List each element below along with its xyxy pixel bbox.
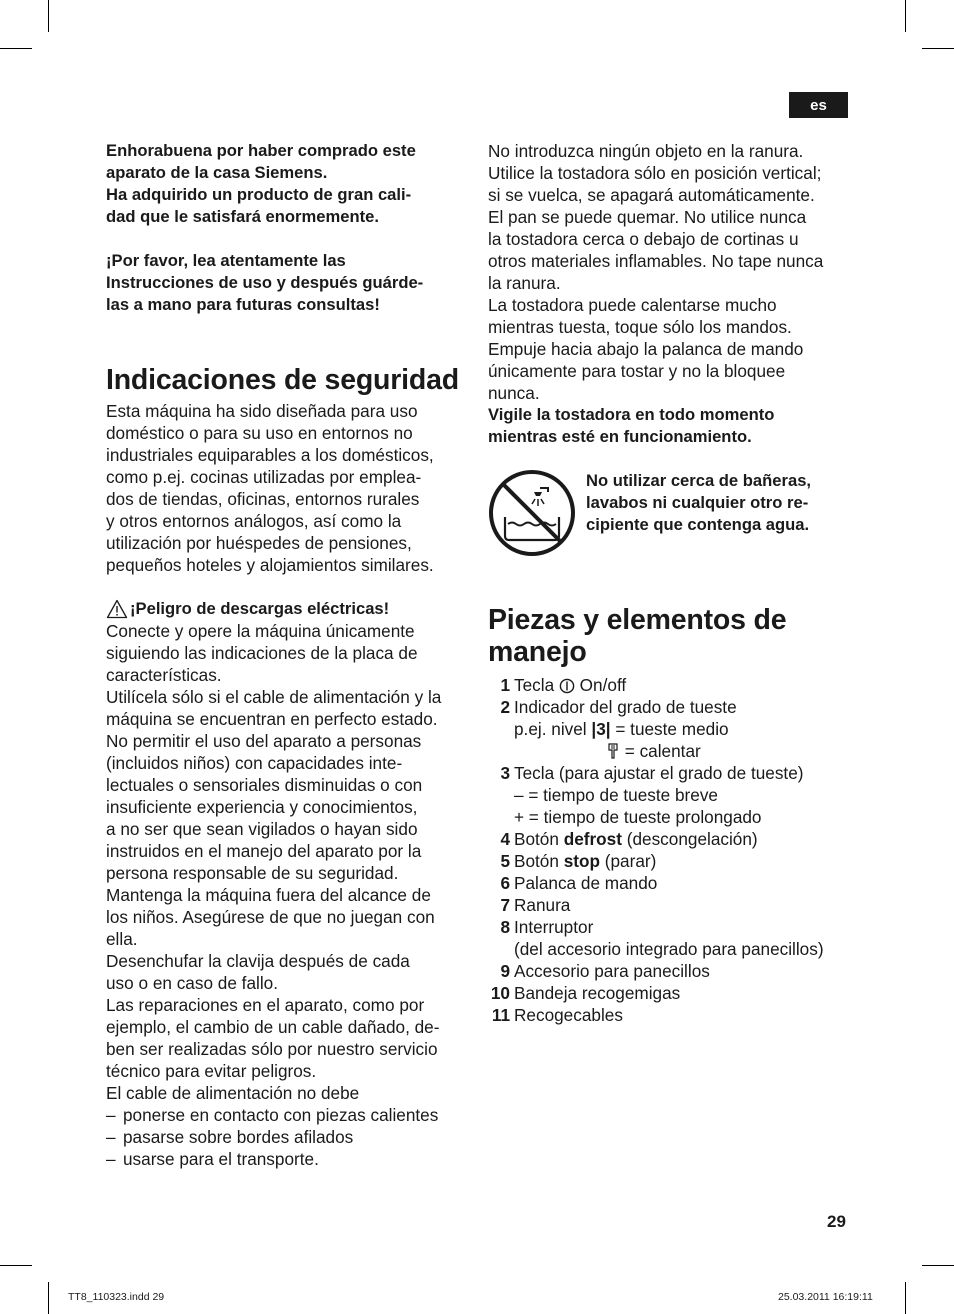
parts-line: Tecla (para ajustar el grado de tueste) xyxy=(514,763,804,783)
dash-bullet: – xyxy=(106,1127,116,1147)
parts-text xyxy=(514,828,850,850)
parts-number: 5 xyxy=(500,851,510,871)
list-item-text: pasarse sobre bordes afilados xyxy=(123,1127,354,1147)
intro-read-instructions: ¡Por favor, lea atentamente las Instrucciones de uso y después guárde- las a mano para futuras consultas! xyxy=(106,251,424,314)
safety-instructions: Conecte y opere la máquina únicamente siguiendo las indicaciones de la placa de características. Utilícela sólo si el cable de alimentación y la máquina se encuentran en perfecto estado. No permitir el uso del aparato a personas (incluidos niños) con capacidades inte- lectuales o sensoriales disminuidas o con insuficiente experiencia y conocimientos, a no ser que sean vigilados o hayan sido instruidos en el manejo del aparato por la persona responsable de su seguridad. Mantenga la máquina fuera del alcance de los niños. Asegúrese de que no juegan con ella. Desenchufar la clavija después de cada uso o en caso de fallo. Las reparaciones en el aparato, como por ejemplo, el cambio de un cable dañado, de- ben ser realizadas sólo por nuestro servicio técnico para evitar peligros. El cable de alimentación no debe xyxy=(106,621,442,1103)
parts-text-pre: Tecla xyxy=(514,675,559,695)
parts-text: Accesorio para panecillos xyxy=(514,961,710,981)
intro-congratulations: Enhorabuena por haber comprado este aparato de la casa Siemens. Ha adquirido un producto de gran cali- dad que le satisfará enormemente. xyxy=(106,141,416,226)
list-item-text: ponerse en contacto con piezas calientes xyxy=(123,1105,439,1125)
parts-text xyxy=(514,674,850,696)
parts-text: Recogecables xyxy=(514,1005,623,1025)
safety-toaster-use: No introduzca ningún objeto en la ranura. Utilice la tostadora sólo en posición vertical; si se vuelca, se apagará automáticamente. El pan se puede quemar. No utilice nunca la tostadora cerca o debajo de cortinas u otros materiales inflamables. No tape nunca la ranura. La tostadora puede calentarse mucho mientras tuesta, toque sólo los mandos. Empuje hacia abajo la palanca de mando únicamente para tostar y no la bloquee nunca. xyxy=(488,141,824,403)
parts-line: Indicador del grado de tueste xyxy=(514,697,737,717)
parts-item xyxy=(488,916,850,960)
parts-number: 6 xyxy=(500,873,510,893)
crop-mark xyxy=(48,1282,49,1314)
parts-number: 11 xyxy=(491,1005,510,1025)
parts-item xyxy=(488,872,850,894)
parts-number: 7 xyxy=(500,895,510,915)
parts-text xyxy=(514,916,850,960)
parts-number: 3 xyxy=(500,763,510,783)
parts-text: Bandeja recogemigas xyxy=(514,983,681,1003)
list-item-text: usarse para el transporte. xyxy=(123,1149,319,1169)
parts-number: 9 xyxy=(500,961,510,981)
parts-item xyxy=(488,982,850,1004)
left-column xyxy=(106,140,468,1170)
parts-line: + = tiempo de tueste prolongado xyxy=(514,807,762,827)
parts-item xyxy=(488,1004,850,1026)
dash-bullet: – xyxy=(106,1149,116,1169)
list-item xyxy=(106,1148,468,1170)
crop-mark xyxy=(922,48,954,49)
list-item xyxy=(106,1126,468,1148)
parts-text xyxy=(514,762,850,828)
warning-triangle-icon xyxy=(106,599,128,619)
parts-line: (del accesorio integrado para panecillos) xyxy=(514,939,824,959)
parts-text xyxy=(514,850,850,872)
electric-shock-warning xyxy=(106,598,468,620)
parts-item xyxy=(488,850,850,872)
dash-bullet: – xyxy=(106,1105,116,1125)
footer-timestamp: 25.03.2011 16:19:11 xyxy=(778,1291,873,1303)
parts-text xyxy=(514,696,850,762)
parts-item xyxy=(488,696,850,762)
parts-item xyxy=(488,674,850,696)
right-column xyxy=(488,140,850,1026)
parts-item xyxy=(488,762,850,828)
parts-heading: Piezas y elementos de manejo xyxy=(488,604,787,668)
parts-text-post: = tueste medio xyxy=(610,719,729,739)
parts-line xyxy=(514,740,850,762)
safety-heading: Indicaciones de seguridad xyxy=(106,364,459,396)
parts-text: Ranura xyxy=(514,895,571,915)
no-water-icon xyxy=(488,470,578,560)
safety-intended-use: Esta máquina ha sido diseñada para uso doméstico o para su uso en entornos no industriales equiparables a los domésticos, como p.ej. cocinas utilizadas por emplea- dos de tiendas, oficinas, entornos rurales y otros entornos análogos, así como la utilización por huéspedes de pensiones, pequeños hoteles y alojamientos similares. xyxy=(106,401,434,575)
parts-text-bold: defrost xyxy=(563,829,622,849)
parts-line xyxy=(514,718,850,740)
parts-number: 10 xyxy=(490,983,510,1003)
parts-item xyxy=(488,960,850,982)
warning-title: ¡Peligro de descargas eléctricas! xyxy=(130,599,390,618)
parts-line: – = tiempo de tueste breve xyxy=(514,785,718,805)
parts-number: 2 xyxy=(500,697,510,717)
parts-item xyxy=(488,828,850,850)
water-warning xyxy=(488,470,850,560)
crop-mark xyxy=(905,1282,906,1314)
cable-list xyxy=(106,1104,468,1170)
crop-mark xyxy=(0,1265,32,1266)
parts-number: 4 xyxy=(500,829,510,849)
parts-list xyxy=(488,674,850,1026)
parts-level: |3| xyxy=(591,719,611,739)
parts-text-pre: p.ej. nivel xyxy=(514,719,592,739)
crop-mark xyxy=(0,48,32,49)
list-item xyxy=(106,1104,468,1126)
parts-text-post: On/off xyxy=(574,675,627,695)
parts-number: 8 xyxy=(500,917,510,937)
parts-number: 1 xyxy=(500,675,510,695)
parts-text-pre: Botón xyxy=(514,829,564,849)
language-tab: es xyxy=(789,92,848,118)
page-number: 29 xyxy=(827,1212,846,1231)
parts-text-pre: Botón xyxy=(514,851,564,871)
parts-text-post: (parar) xyxy=(599,851,657,871)
parts-item xyxy=(488,894,850,916)
parts-text-post: (descongelación) xyxy=(621,829,758,849)
parts-text: Palanca de mando xyxy=(514,873,658,893)
parts-text-bold: stop xyxy=(563,851,600,871)
footer-filename: TT8_110323.indd 29 xyxy=(68,1291,165,1303)
power-icon xyxy=(559,678,575,694)
crop-mark xyxy=(922,1265,954,1266)
parts-text-post: = calentar xyxy=(620,741,701,761)
warming-icon xyxy=(606,742,620,760)
water-warning-text: No utilizar cerca de bañeras, lavabos ni cualquier otro re- cipiente que contenga agua. xyxy=(586,471,812,534)
safety-supervise: Vigile la tostadora en todo momento mientras esté en funcionamiento. xyxy=(488,405,775,446)
crop-mark xyxy=(48,0,49,32)
crop-mark xyxy=(905,0,906,32)
parts-line: Interruptor xyxy=(514,917,594,937)
